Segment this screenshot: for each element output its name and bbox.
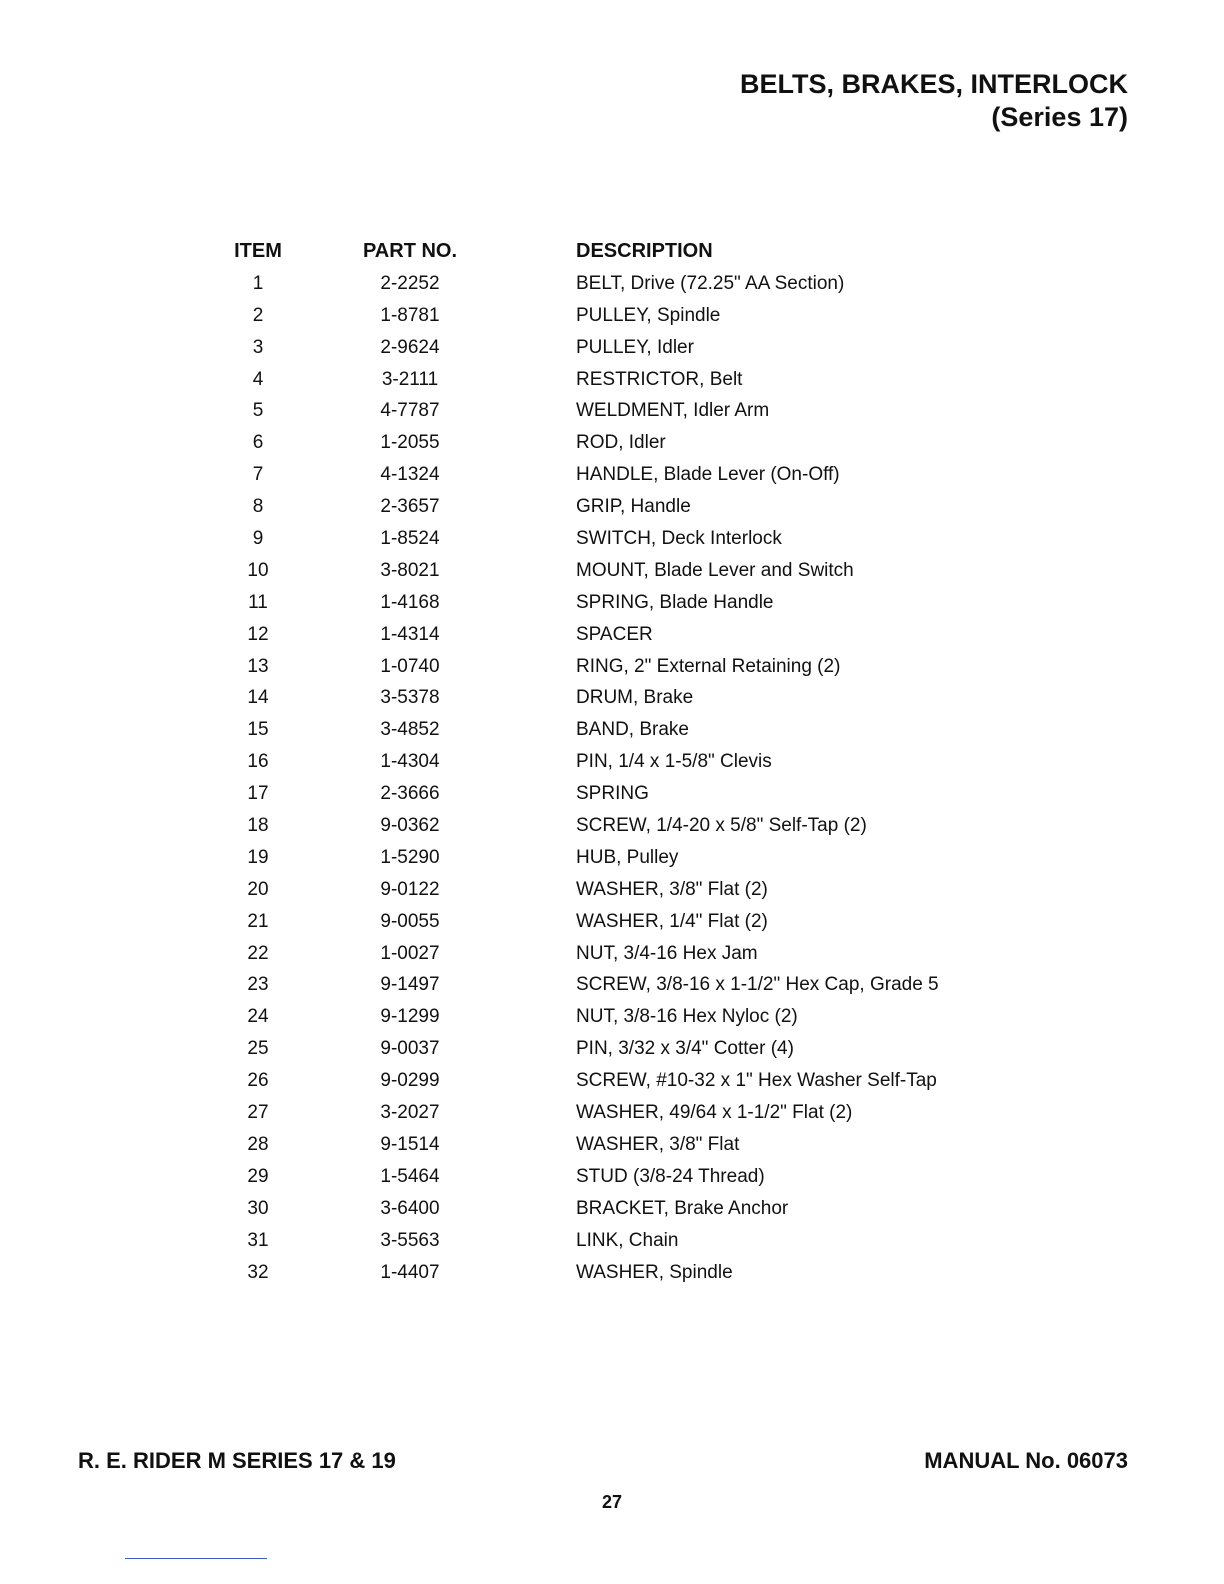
footer-model: R. E. RIDER M SERIES 17 & 19	[78, 1448, 396, 1473]
table-row	[0, 491, 1224, 523]
table-row	[0, 268, 1224, 300]
part-description: PIN, 3/32 x 3/4" Cotter (4)	[576, 1038, 794, 1060]
item-number: 19	[247, 846, 269, 868]
part-description: MOUNT, Blade Lever and Switch	[576, 559, 854, 581]
item-number: 22	[247, 942, 269, 964]
part-number: 3-2111	[381, 368, 439, 390]
part-number: 1-4407	[380, 1261, 440, 1283]
part-description: ROD, Idler	[576, 432, 666, 454]
part-number: 3-6400	[380, 1197, 440, 1219]
part-description: BELT, Drive (72.25" AA Section)	[576, 272, 845, 294]
item-number: 3	[252, 336, 264, 358]
item-number: 12	[247, 623, 269, 645]
table-row	[0, 1193, 1224, 1225]
table-row	[0, 1033, 1224, 1065]
part-description: BRACKET, Brake Anchor	[576, 1197, 789, 1219]
item-number: 29	[247, 1165, 269, 1187]
item-number: 5	[252, 400, 264, 422]
item-number: 13	[247, 655, 269, 677]
part-description: SPRING, Blade Handle	[576, 591, 774, 613]
part-number: 1-4168	[380, 591, 440, 613]
item-number: 7	[252, 464, 264, 486]
part-description: SCREW, 3/8-16 x 1-1/2" Hex Cap, Grade 5	[576, 974, 939, 996]
title-line: BELTS, BRAKES, INTERLOCK	[739, 69, 1128, 99]
part-number: 2-3657	[380, 496, 440, 518]
part-number: 9-1514	[380, 1133, 440, 1155]
part-description: RING, 2" External Retaining (2)	[576, 655, 841, 677]
table-row	[0, 1257, 1224, 1289]
item-number: 17	[247, 783, 269, 805]
table-row	[0, 332, 1224, 364]
part-description: SWITCH, Deck Interlock	[576, 528, 782, 550]
item-number: 32	[247, 1261, 269, 1283]
item-number: 16	[247, 751, 269, 773]
footer-manual-number: MANUAL No. 06073	[924, 1448, 1128, 1473]
part-description: SCREW, #10-32 x 1" Hex Washer Self-Tap	[576, 1070, 937, 1092]
part-number: 4-1324	[380, 464, 440, 486]
item-number: 20	[247, 878, 269, 900]
item-number: 30	[247, 1197, 269, 1219]
part-number: 4-7787	[380, 400, 440, 422]
part-number: 1-0740	[380, 655, 440, 677]
item-number: 14	[247, 687, 269, 709]
part-number: 1-4314	[380, 623, 440, 645]
part-description: GRIP, Handle	[576, 496, 691, 518]
table-row	[0, 746, 1224, 778]
table-row	[0, 842, 1224, 874]
table-row	[0, 1065, 1224, 1097]
item-number: 10	[247, 559, 269, 581]
parts-table	[0, 236, 1224, 1288]
table-row	[0, 1001, 1224, 1033]
part-number: 9-0037	[380, 1038, 440, 1060]
part-number: 1-0027	[380, 942, 440, 964]
item-number: 9	[252, 528, 264, 550]
part-number: 3-5563	[380, 1229, 440, 1251]
table-row	[0, 300, 1224, 332]
part-description: WASHER, 3/8" Flat	[576, 1133, 740, 1155]
part-number: 2-2252	[380, 272, 440, 294]
part-description: PULLEY, Spindle	[576, 304, 721, 326]
part-description: NUT, 3/8-16 Hex Nyloc (2)	[576, 1006, 798, 1028]
item-number: 24	[247, 1006, 269, 1028]
part-description: WASHER, 3/8" Flat (2)	[576, 878, 768, 900]
table-row	[0, 459, 1224, 491]
part-description: WASHER, Spindle	[576, 1261, 733, 1283]
part-number: 1-2055	[380, 432, 440, 454]
part-description: STUD (3/8-24 Thread)	[576, 1165, 765, 1187]
item-number: 31	[247, 1229, 269, 1251]
part-number: 1-5464	[380, 1165, 440, 1187]
item-number: 28	[247, 1133, 269, 1155]
part-number: 3-2027	[380, 1102, 440, 1124]
part-number: 9-0055	[380, 910, 440, 932]
subtitle-line: (Series 17)	[991, 102, 1128, 132]
part-number: 3-4852	[380, 719, 440, 741]
part-number: 3-5378	[380, 687, 440, 709]
table-row	[0, 619, 1224, 651]
table-row	[0, 714, 1224, 746]
part-description: SPACER	[576, 623, 653, 645]
part-description: WASHER, 1/4" Flat (2)	[576, 910, 768, 932]
column-header-part-no: PART NO.	[362, 240, 458, 262]
part-description: WELDMENT, Idler Arm	[576, 400, 770, 422]
table-row	[0, 1129, 1224, 1161]
table-row	[0, 651, 1224, 683]
part-number: 1-8781	[380, 304, 440, 326]
column-header-description: DESCRIPTION	[576, 240, 713, 262]
part-description: HANDLE, Blade Lever (On-Off)	[576, 464, 840, 486]
part-description: SCREW, 1/4-20 x 5/8" Self-Tap (2)	[576, 815, 867, 837]
part-number: 2-3666	[380, 783, 440, 805]
divider	[125, 1558, 267, 1559]
item-number: 4	[252, 368, 264, 390]
part-description: DRUM, Brake	[576, 687, 694, 709]
table-row	[0, 587, 1224, 619]
part-number: 9-1497	[380, 974, 440, 996]
table-row	[0, 1097, 1224, 1129]
table-row	[0, 874, 1224, 906]
item-number: 8	[252, 496, 264, 518]
part-description: PULLEY, Idler	[576, 336, 694, 358]
part-description: BAND, Brake	[576, 719, 689, 741]
table-row	[0, 906, 1224, 938]
table-row	[0, 682, 1224, 714]
page-title	[740, 68, 1128, 134]
part-number: 3-8021	[380, 559, 440, 581]
item-number: 23	[247, 974, 269, 996]
table-row	[0, 395, 1224, 427]
item-number: 25	[247, 1038, 269, 1060]
item-number: 2	[252, 304, 264, 326]
table-row	[0, 1225, 1224, 1257]
part-description: HUB, Pulley	[576, 846, 679, 868]
part-number: 9-0122	[380, 878, 440, 900]
page-number: 27	[601, 1492, 623, 1512]
part-number: 2-9624	[380, 336, 440, 358]
part-description: PIN, 1/4 x 1-5/8" Clevis	[576, 751, 772, 773]
table-row	[0, 364, 1224, 396]
item-number: 1	[252, 272, 264, 294]
part-description: WASHER, 49/64 x 1-1/2" Flat (2)	[576, 1102, 853, 1124]
item-number: 26	[247, 1070, 269, 1092]
part-number: 1-5290	[380, 846, 440, 868]
column-header-item: ITEM	[234, 240, 282, 262]
table-row	[0, 938, 1224, 970]
item-number: 6	[252, 432, 264, 454]
item-number: 21	[247, 910, 269, 932]
item-number: 15	[247, 719, 269, 741]
item-number: 18	[247, 815, 269, 837]
part-description: NUT, 3/4-16 Hex Jam	[576, 942, 758, 964]
item-number: 11	[248, 591, 268, 613]
part-description: RESTRICTOR, Belt	[576, 368, 743, 390]
part-number: 9-0299	[380, 1070, 440, 1092]
table-row	[0, 1161, 1224, 1193]
table-header	[0, 236, 1224, 268]
part-number: 1-8524	[380, 528, 440, 550]
table-row	[0, 778, 1224, 810]
part-description: LINK, Chain	[576, 1229, 679, 1251]
part-description: SPRING	[576, 783, 649, 805]
part-number: 1-4304	[380, 751, 440, 773]
table-row	[0, 427, 1224, 459]
item-number: 27	[247, 1102, 269, 1124]
table-row	[0, 969, 1224, 1001]
part-number: 9-1299	[380, 1006, 440, 1028]
table-row	[0, 523, 1224, 555]
table-row	[0, 555, 1224, 587]
part-number: 9-0362	[380, 815, 440, 837]
table-row	[0, 810, 1224, 842]
